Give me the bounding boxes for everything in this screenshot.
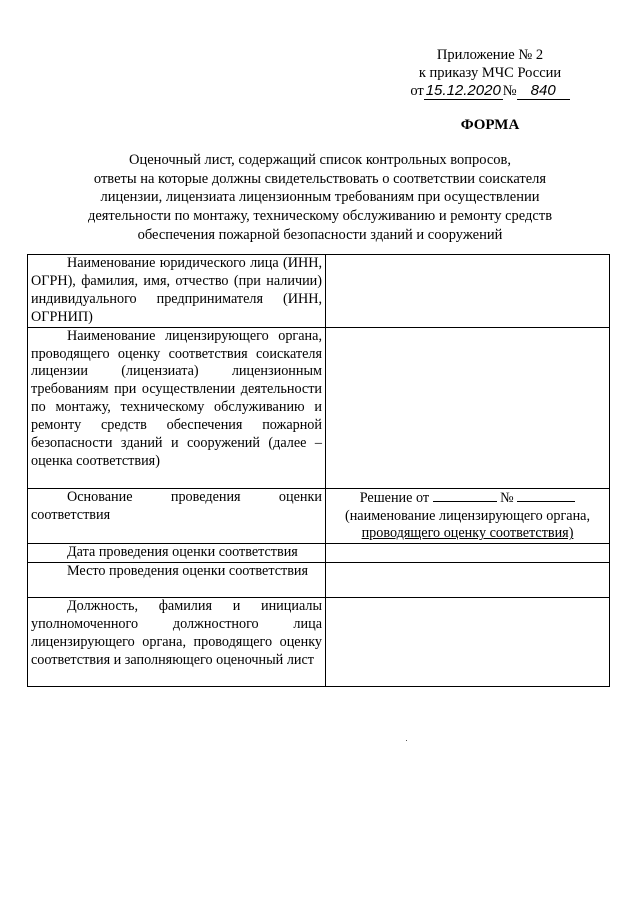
licensing-body-label: Наименование лицензирующего органа, проводящего оценку соответствия соискателя лицензии (лицензиата) лицензионным требованиям при осуществлении деятельности по монтажу, техническому обслуживанию и ремонту средств обеспечения пожарной безопасности зданий и сооружений (далее – оценка соответствия) — [28, 327, 326, 488]
entity-name-label: Наименование юридического лица (ИНН, ОГРН), фамилия, имя, отчество (при наличии) индивидуального предпринимателя (ИНН, ОГРНИП) — [28, 255, 326, 328]
decision-date-blank[interactable] — [433, 501, 497, 502]
entity-name-value[interactable] — [326, 255, 610, 328]
scan-speck — [406, 740, 407, 741]
decision-number-blank[interactable] — [517, 501, 575, 502]
title-line: Оценочный лист, содержащий список контрольных вопросов, — [129, 152, 511, 168]
title-line: лицензии, лицензиата лицензионным требованиям при осуществлении — [100, 189, 540, 206]
table-row — [28, 255, 610, 328]
place-value[interactable] — [326, 563, 610, 598]
official-value[interactable] — [326, 598, 610, 687]
decision-note-line: проводящего оценку соответствия) — [361, 525, 574, 542]
appendix-header — [390, 46, 590, 100]
document-title — [80, 151, 560, 245]
title-line: ответы на которые должны свидетельствовать о соответствии соискателя — [93, 170, 547, 187]
form-label: ФОРМА — [460, 117, 520, 133]
date-value[interactable] — [326, 544, 610, 563]
decision-note-line: (наименование лицензирующего органа, — [344, 507, 591, 524]
assessment-table — [27, 254, 610, 687]
from-label: от — [410, 83, 424, 99]
number-label: № — [502, 83, 517, 99]
decision-line: Решение от № — [329, 489, 606, 508]
title-line: обеспечения пожарной безопасности зданий и сооружений — [137, 226, 503, 243]
official-label: Должность, фамилия и инициалы уполномоченного должностного лица лицензирующего органа, проводящего оценку соответствия и заполняющего оценочный лист — [28, 598, 326, 687]
table-row — [28, 544, 610, 563]
order-line: к приказу МЧС России — [418, 65, 562, 81]
order-date-line — [390, 82, 590, 100]
table-row — [28, 563, 610, 598]
table-row — [28, 488, 610, 544]
date-label: Дата проведения оценки соответствия — [28, 544, 326, 563]
licensing-body-value[interactable] — [326, 327, 610, 488]
handwritten-number: 840 — [517, 83, 570, 100]
place-label: Место проведения оценки соответствия — [28, 563, 326, 598]
appendix-line: Приложение № 2 — [436, 47, 544, 63]
title-line: деятельности по монтажу, техническому обслуживанию и ремонту средств — [87, 208, 553, 225]
table-row — [28, 598, 610, 687]
table-row — [28, 327, 610, 488]
basis-label: Основание проведения оценки соответствия — [28, 488, 326, 544]
basis-value[interactable] — [326, 488, 610, 544]
handwritten-date: 15.12.2020 — [425, 82, 501, 99]
